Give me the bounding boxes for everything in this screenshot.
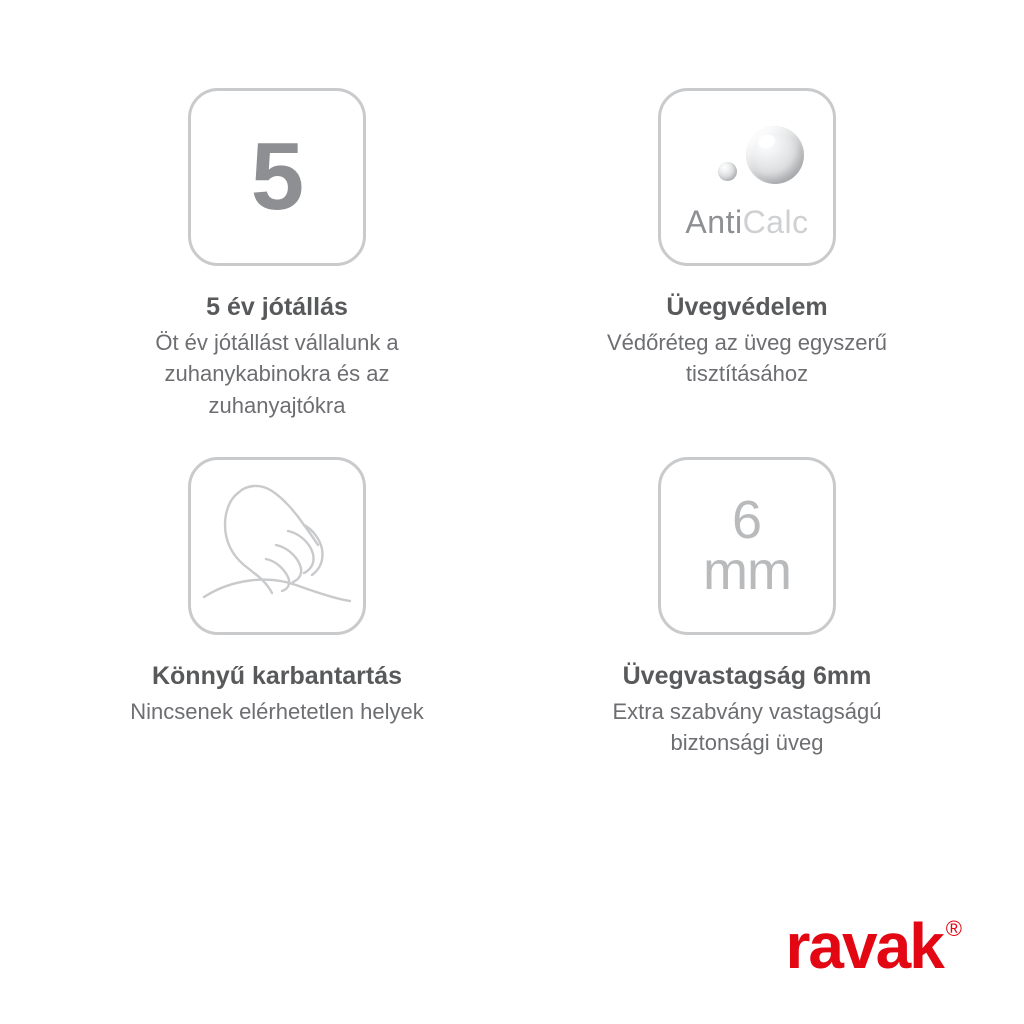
small-droplet-icon xyxy=(718,162,737,181)
water-droplets-icon xyxy=(672,118,822,210)
feature-title: Üvegvastagság 6mm xyxy=(622,661,872,690)
feature-title: Üvegvédelem xyxy=(666,293,828,321)
number-5-icon-label: 5 xyxy=(250,123,304,230)
ravak-logo xyxy=(785,910,963,982)
glass-thickness-icon-content xyxy=(703,489,791,601)
anticalc-droplets-icon xyxy=(658,88,836,266)
feature-description: Extra szabvány vastagságú biztonsági üveg xyxy=(612,699,882,756)
feature-title: 5 év jótállás xyxy=(206,293,348,321)
anticalc-icon-content xyxy=(661,91,833,263)
feature-description: Nincsenek elérhetetlen helyek xyxy=(130,699,424,725)
feature-description: Öt év jótállást vállalunk a zuhanykabinokra és az zuhanyajtókra xyxy=(155,330,399,418)
feature-glass-thickness xyxy=(512,457,1024,759)
number-5-icon xyxy=(188,88,366,266)
feature-easy-maintenance xyxy=(0,457,512,759)
anticalc-wordmark-anti: Anti xyxy=(685,204,743,240)
ravak-logo-text: ravak xyxy=(785,910,943,982)
anticalc-wordmark-calc: Calc xyxy=(742,204,809,240)
glass-thickness-value: 6 xyxy=(731,489,763,550)
registered-trademark-icon: ® xyxy=(945,916,962,941)
glass-thickness-unit: mm xyxy=(703,540,791,601)
hand-wiping-surface-icon xyxy=(188,457,366,635)
feature-glass-protection xyxy=(512,88,1024,421)
features-grid xyxy=(0,88,1024,759)
glass-thickness-icon xyxy=(658,457,836,635)
large-droplet-icon xyxy=(746,126,804,184)
feature-description: Védőréteg az üveg egyszerű tisztításához xyxy=(606,330,888,387)
hand-wiping-surface-icon-graphic xyxy=(192,469,362,629)
feature-title: Könnyű karbantartás xyxy=(151,661,403,690)
feature-warranty xyxy=(0,88,512,421)
